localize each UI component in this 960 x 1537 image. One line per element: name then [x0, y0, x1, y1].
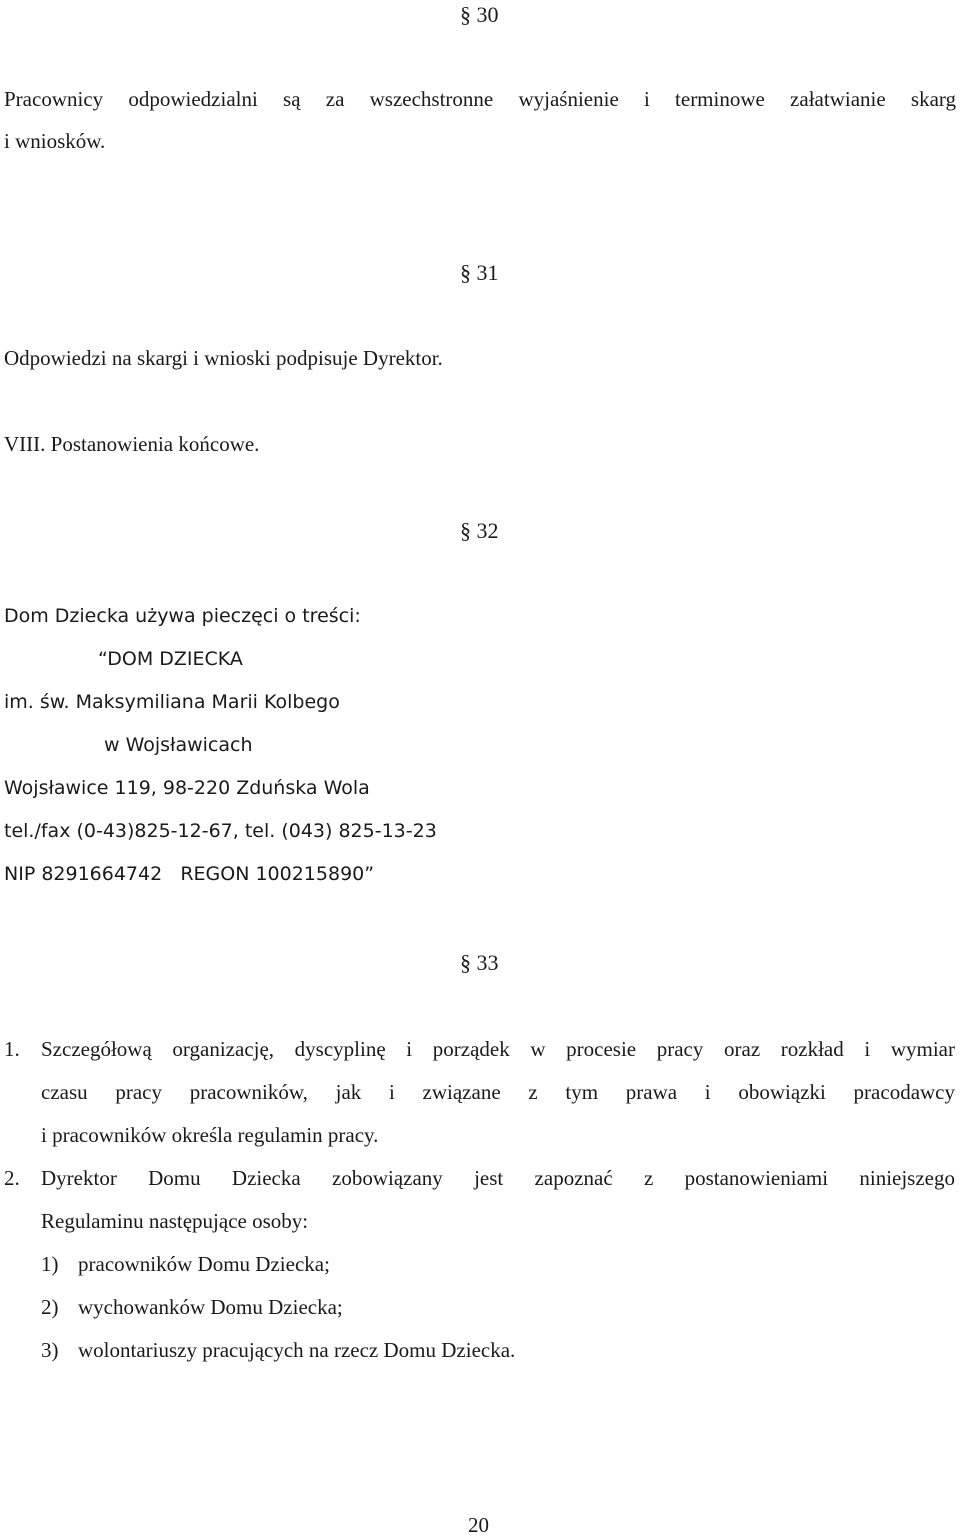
list-item-line: Dyrektor Domu Dziecka zobowiązany jest zapoznać z postanowieniami niniejszego	[41, 1166, 955, 1190]
section-31-heading: § 31	[460, 260, 499, 285]
stamp-line: w Wojsławicach	[104, 734, 253, 756]
section-32-heading: § 32	[460, 518, 499, 543]
s30-paragraph-line-2: i wniosków.	[4, 129, 106, 153]
list-item-line: Szczegółową organizację, dyscyplinę i porządek w procesie pracy oraz rozkład i wymiar	[41, 1037, 955, 1061]
chapter-heading: VIII. Postanowienia końcowe.	[4, 432, 260, 456]
sub-item-text: wychowanków Domu Dziecka;	[78, 1295, 343, 1319]
page-number: 20	[468, 1513, 489, 1537]
section-33-heading: § 33	[460, 950, 499, 975]
sub-item-number: 2)	[41, 1295, 59, 1319]
stamp-line: im. św. Maksymiliana Marii Kolbego	[4, 691, 340, 713]
stamp-line: NIP 8291664742 REGON 100215890”	[4, 863, 375, 885]
stamp-line: Wojsławice 119, 98-220 Zduńska Wola	[4, 777, 370, 799]
s30-paragraph-line-1: Pracownicy odpowiedzialni są za wszechstronne wyjaśnienie i terminowe załatwianie skarg	[4, 87, 956, 111]
stamp-intro: Dom Dziecka używa pieczęci o treści:	[4, 605, 361, 627]
sub-item-text: pracowników Domu Dziecka;	[78, 1252, 330, 1276]
list-item-line: i pracowników określa regulamin pracy.	[41, 1123, 379, 1147]
list-item-number: 2.	[4, 1166, 20, 1190]
list-item-number: 1.	[4, 1037, 20, 1061]
stamp-line: tel./fax (0-43)825-12-67, tel. (043) 825-13-23	[4, 820, 437, 842]
section-30-heading: § 30	[460, 2, 499, 27]
sub-item-number: 1)	[41, 1252, 59, 1276]
stamp-line: “DOM DZIECKA	[98, 648, 243, 670]
list-item-line: czasu pracy pracowników, jak i związane z tym prawa i obowiązki pracodawcy	[41, 1080, 955, 1104]
list-item-line: Regulaminu następujące osoby:	[41, 1209, 309, 1233]
sub-item-text: wolontariuszy pracujących na rzecz Domu Dziecka.	[78, 1338, 516, 1362]
s31-paragraph: Odpowiedzi na skargi i wnioski podpisuje Dyrektor.	[4, 346, 443, 370]
sub-item-number: 3)	[41, 1338, 59, 1362]
